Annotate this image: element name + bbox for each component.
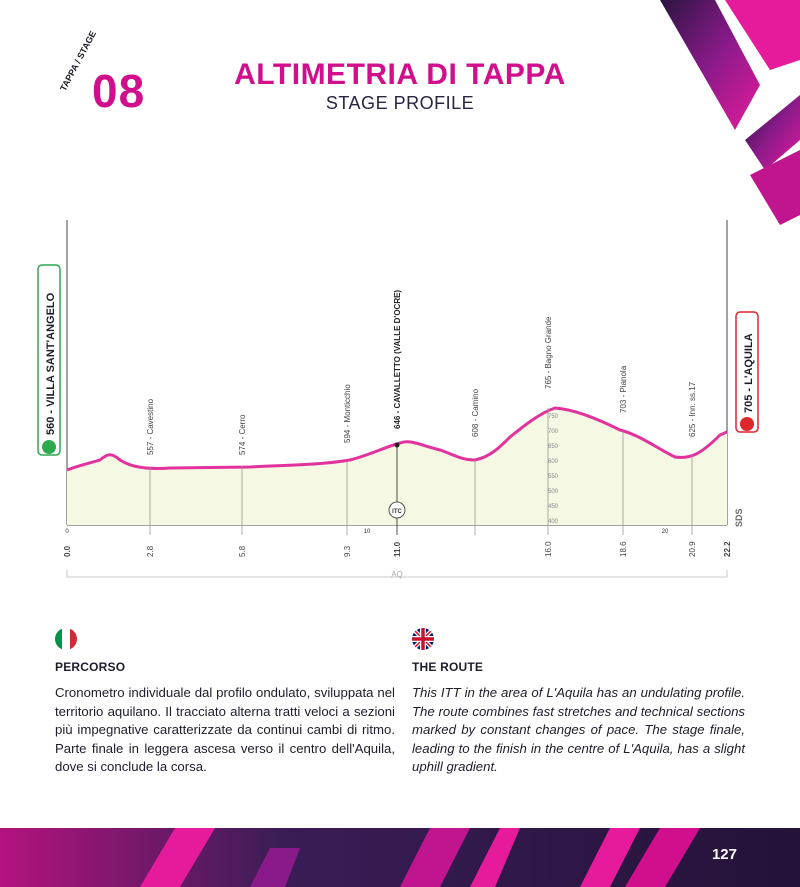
- section-heading-it: PERCORSO: [55, 660, 126, 674]
- stage-number: 08: [92, 65, 146, 117]
- point-label: 557 - Cavestino: [146, 398, 155, 455]
- km-marker: 0: [65, 529, 69, 535]
- alt-tick: 600: [548, 459, 559, 465]
- page-title: ALTIMETRIA DI TAPPA: [234, 58, 566, 91]
- point-label-climb: 646 - CAVALLETTO (VALLE D'OCRE): [393, 289, 402, 429]
- page-subtitle: STAGE PROFILE: [325, 93, 475, 113]
- km-value: 22.2: [723, 541, 732, 557]
- km-marker: 20: [661, 529, 669, 535]
- alt-tick: 650: [548, 444, 559, 450]
- stage-profile: [30, 215, 770, 595]
- section-body-en: This ITT in the area of L'Aquila has an undulating profile. The route combines fast stretches and technical sections marked by constant changes of pace. The stage finale, leading to the finish in the centre of L'Aquila, has a slight uphill gradient.: [412, 685, 745, 774]
- km-value: 18.6: [619, 541, 628, 557]
- alt-tick: 400: [548, 519, 559, 525]
- point-label: 594 - Monticchio: [343, 384, 352, 443]
- km-value: 16.0: [544, 541, 553, 557]
- km-value: 2.8: [146, 545, 155, 557]
- point-label: 765 - Bagno Grande: [544, 316, 553, 389]
- alt-tick: 750: [548, 414, 559, 420]
- point-label: 703 - Pianola: [619, 365, 628, 413]
- province-code: AQ: [391, 570, 403, 579]
- point-label: 574 - Cerro: [238, 414, 247, 455]
- decorative-top-graphic: [640, 0, 800, 240]
- km-value: 5.8: [238, 545, 247, 557]
- alt-tick: 450: [548, 504, 559, 510]
- km-marker: 10: [363, 529, 371, 535]
- point-label: 625 - Inn. ss.17: [688, 381, 697, 437]
- tappa-stage-label: TAPPA / STAGE: [58, 29, 99, 93]
- km-value: 11.0: [393, 541, 402, 557]
- km-value: 9.3: [343, 545, 352, 557]
- alt-tick: 700: [548, 429, 559, 435]
- sponsor-mark: SDS: [734, 508, 744, 527]
- section-en: [412, 660, 745, 777]
- svg-text:ITC: ITC: [392, 509, 402, 515]
- alt-tick: 550: [548, 474, 559, 480]
- alt-tick: 500: [548, 489, 559, 495]
- svg-text:705 - L'AQUILA: 705 - L'AQUILA: [743, 333, 755, 413]
- point-label: 608 - Camino: [471, 388, 480, 437]
- km-value: 20.9: [688, 541, 697, 557]
- start-bike-icon: [42, 440, 56, 454]
- section-body-it: Cronometro individuale dal profilo ondulato, sviluppata nel territorio aquilano. Il tracciato alterna tratti veloci a sezioni più impegnative caratterizzate da continui cambi di ritmo. Parte finale in leggera ascesa verso il centro dell'Aquila, dove si conclude la corsa.: [55, 685, 395, 774]
- italy-flag-icon: [55, 628, 77, 650]
- section-it: [55, 660, 395, 777]
- finish-label: [736, 312, 758, 432]
- decorative-bottom-band: [0, 828, 800, 887]
- section-heading-en: THE ROUTE: [412, 660, 484, 674]
- start-label: [38, 265, 60, 455]
- finish-flag-icon: [740, 417, 754, 431]
- km-value: 0.0: [63, 545, 72, 557]
- uk-flag-icon: [412, 628, 434, 650]
- svg-text:560 - VILLA SANT'ANGELO: 560 - VILLA SANT'ANGELO: [45, 292, 57, 435]
- page-number: 127: [711, 846, 737, 863]
- climb-dot: [395, 443, 400, 448]
- intermediate-time-check-icon: [389, 502, 405, 518]
